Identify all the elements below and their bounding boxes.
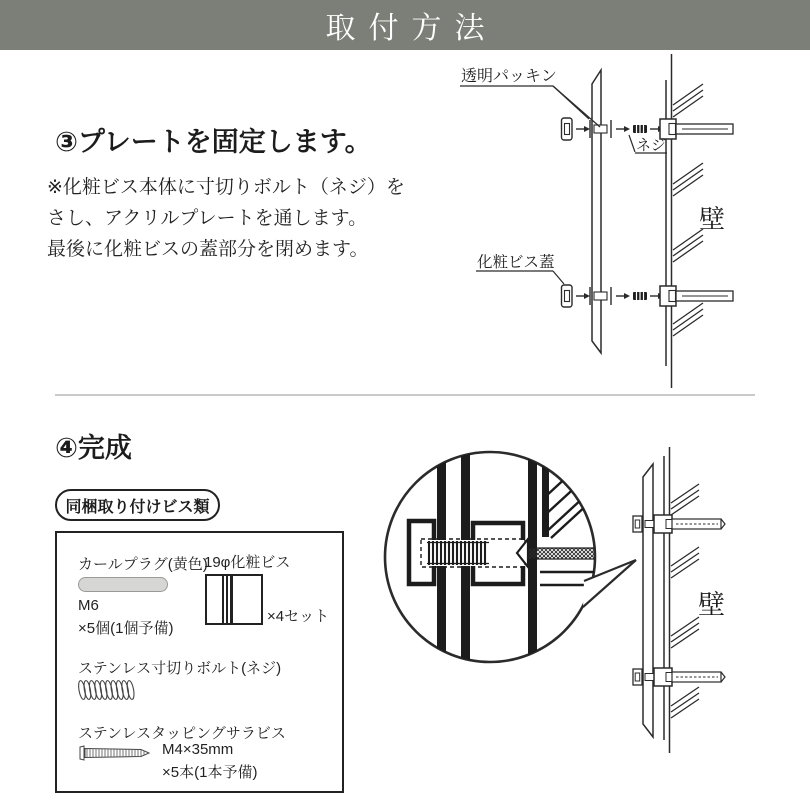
arrow-icon bbox=[624, 126, 630, 132]
step4-heading: ④完成 bbox=[55, 433, 132, 463]
screw-assembly-row-bottom bbox=[562, 285, 734, 307]
parts-box bbox=[55, 531, 344, 793]
tapping-screw-part-icon bbox=[79, 745, 155, 761]
screw-shank bbox=[528, 548, 600, 559]
wall-label: 壁 bbox=[698, 590, 725, 620]
section-divider bbox=[55, 394, 755, 396]
arrow-icon bbox=[584, 293, 590, 299]
step3-heading: ③プレートを固定します。 bbox=[55, 127, 372, 157]
threaded-bolt-icon bbox=[633, 292, 647, 300]
step3-note-line1: ※化粧ビス本体に寸切りボルト（ネジ）を bbox=[47, 177, 405, 198]
curl-plug-size: M6 bbox=[78, 597, 99, 614]
acrylic-plate bbox=[592, 70, 601, 353]
finished-state-diagram bbox=[370, 438, 790, 768]
screw-label: ネジ bbox=[636, 137, 667, 154]
arrow-icon bbox=[624, 293, 630, 299]
deco-screw-name: 19φ化粧ビス bbox=[204, 554, 291, 571]
cut-bolt-icon bbox=[76, 677, 140, 703]
acrylic-plate bbox=[643, 464, 653, 737]
page-title: 取付方法 bbox=[325, 12, 498, 45]
packing-icon bbox=[594, 125, 607, 133]
cut-bolt-name: ステンレス寸切りボルト(ネジ) bbox=[78, 660, 282, 677]
threaded-bolt-icon bbox=[633, 125, 647, 133]
cap-label: 化粧ビス蓋 bbox=[477, 254, 555, 271]
step3-note-line3: 最後に化粧ビスの蓋部分を閉めます。 bbox=[47, 239, 369, 260]
wall-section bbox=[592, 54, 703, 388]
wall-label: 壁 bbox=[699, 204, 726, 234]
curl-plug-name: カールプラグ(黄色) bbox=[78, 556, 208, 573]
arrow-icon bbox=[584, 126, 590, 132]
plate-fixing-diagram bbox=[440, 52, 790, 392]
tapping-screw-size: M4×35mm bbox=[162, 741, 234, 758]
step3-note-line2: さし、アクリルプレートを通します。 bbox=[47, 208, 368, 229]
parts-box-title: 同梱取り付けビス類 bbox=[55, 489, 220, 521]
deco-screw-icon bbox=[205, 574, 263, 625]
packing-icon bbox=[594, 292, 607, 300]
packing-label: 透明パッキン bbox=[461, 68, 557, 85]
curl-plug-qty: ×5個(1個予備) bbox=[78, 620, 174, 637]
tapping-screw-qty: ×5本(1本予備) bbox=[162, 764, 258, 781]
tapping-screw-name: ステンレスタッピングサラビス bbox=[78, 725, 286, 742]
deco-screw-qty: ×4セット bbox=[267, 608, 330, 625]
page-header bbox=[0, 0, 810, 50]
curl-plug-icon bbox=[78, 577, 168, 592]
